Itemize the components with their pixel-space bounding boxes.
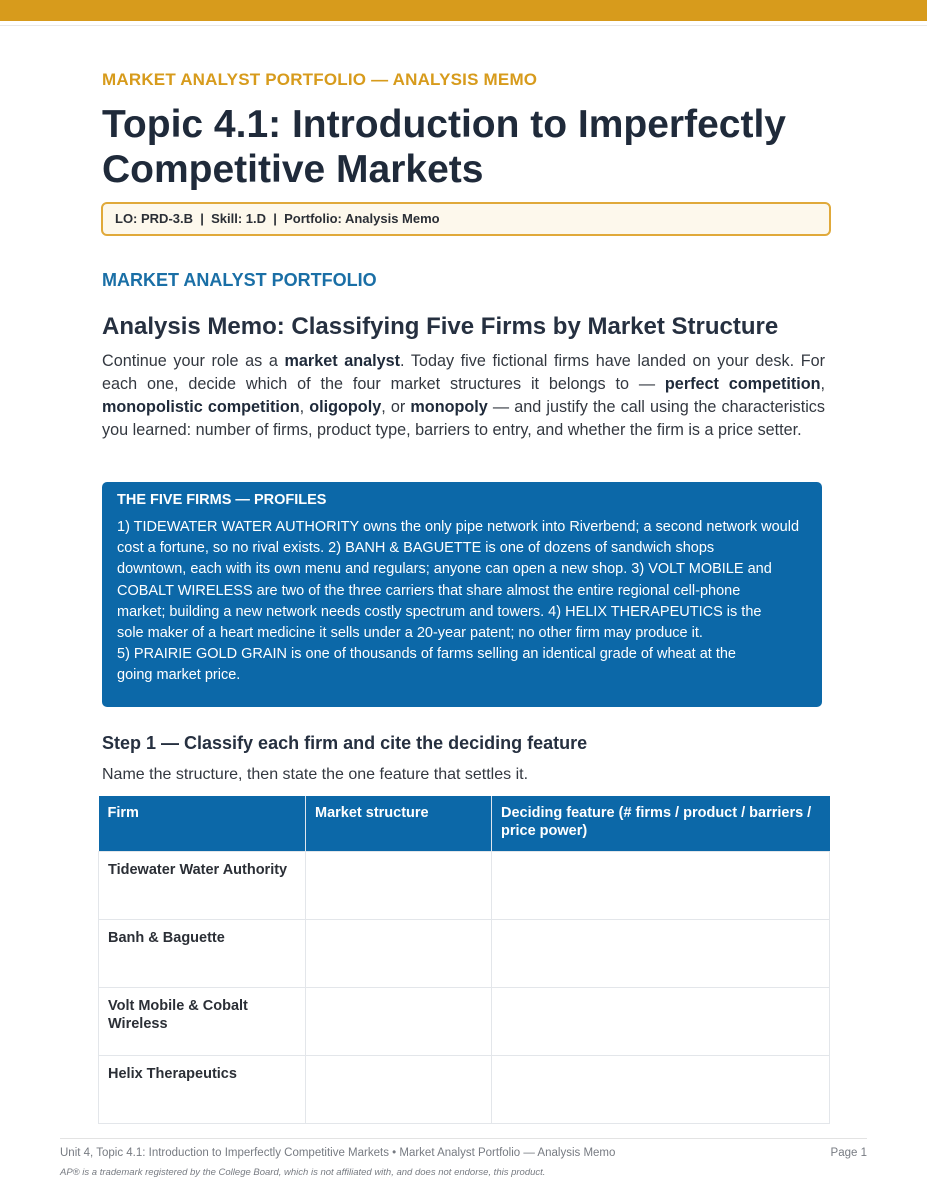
profiles-line: cost a fortune, so no rival exists. 2) BANH & BAGUETTE is one of dozens of sandwich shops — [117, 540, 715, 557]
table-row — [99, 919, 830, 987]
term-market-analyst: market analyst — [284, 352, 401, 370]
column-header-market-structure: Market structure — [306, 796, 492, 851]
firm-name-cell: Banh & Baguette — [99, 919, 306, 987]
market-structure-answer-cell[interactable] — [306, 1055, 492, 1123]
firm-name-cell: Volt Mobile & Cobalt Wireless — [99, 987, 306, 1055]
term-perfect-competition: perfect competition — [664, 375, 821, 393]
intro-paragraph: Continue your role as a market analyst. Today five fictional firms have landed on your desk. For each one, decide which of the four market structures it belongs to — perfect competition, monopolistic competition, oligopoly, or monopoly — and justify the call using the characteristics you learned: number of firms, product type, barriers to entry, and whether the firm is a price setter. — [102, 352, 825, 439]
profiles-title: THE FIVE FIRMS — PROFILES — [117, 492, 327, 508]
deciding-feature-answer-cell[interactable] — [492, 987, 830, 1055]
footer-text: Unit 4, Topic 4.1: Introduction to Imperfectly Competitive Markets • Market Analyst Portfolio — Analysis Memo — [60, 1147, 616, 1159]
table-row — [99, 851, 830, 919]
deciding-feature-answer-cell[interactable] — [492, 851, 830, 919]
firm-name-cell: Helix Therapeutics — [99, 1055, 306, 1123]
learning-objective-box: LO: PRD-3.B | Skill: 1.D | Portfolio: Analysis Memo — [101, 202, 831, 236]
eyebrow-label: MARKET ANALYST PORTFOLIO — ANALYSIS MEMO — [102, 70, 538, 89]
trademark-note: AP® is a trademark registered by the College Board, which is not affiliated with, and does not endorse, this product. — [60, 1167, 546, 1178]
profiles-line: 5) PRAIRIE GOLD GRAIN is one of thousands of farms selling an identical grade of wheat at the — [117, 646, 736, 663]
profiles-line: market; building a new network needs costly spectrum and towers. 4) HELIX THERAPEUTICS is the — [117, 603, 762, 620]
deciding-feature-answer-cell[interactable] — [492, 919, 830, 987]
column-header-firm: Firm — [99, 796, 306, 851]
page-title: Topic 4.1: Introduction to Imperfectly Competitive Markets — [102, 103, 786, 191]
table-row — [99, 987, 830, 1055]
memo-heading: Analysis Memo: Classifying Five Firms by Market Structure — [102, 313, 779, 340]
section-label: MARKET ANALYST PORTFOLIO — [102, 270, 377, 290]
firm-profiles-box — [102, 482, 822, 707]
deciding-feature-answer-cell[interactable] — [492, 1055, 830, 1123]
market-structure-answer-cell[interactable] — [306, 987, 492, 1055]
top-divider — [0, 25, 927, 26]
profiles-line: COBALT WIRELESS are two of the three carriers that share almost the entire regional cell-phone — [117, 582, 741, 599]
classification-table — [98, 796, 830, 1124]
step1-instructions: Name the structure, then state the one feature that settles it. — [102, 766, 529, 783]
profiles-line: sole maker of a heart medicine it sells under a 20-year patent; no other firm may produce it. — [117, 625, 703, 642]
top-accent-bar — [0, 0, 927, 21]
term-monopolistic-competition: monopolistic competition — [102, 398, 300, 416]
market-structure-answer-cell[interactable] — [306, 919, 492, 987]
firm-name-cell: Tidewater Water Authority — [99, 851, 306, 919]
footer-divider — [60, 1138, 867, 1139]
profiles-line: downtown, each with its own menu and regulars; anyone can open a new shop. 3) VOLT MOBILE and — [117, 561, 772, 578]
step1-heading: Step 1 — Classify each firm and cite the deciding feature — [102, 733, 588, 753]
term-monopoly: monopoly — [410, 398, 488, 416]
profiles-line: 1) TIDEWATER WATER AUTHORITY owns the only pipe network into Riverbend; a second network would — [117, 519, 800, 535]
term-oligopoly: oligopoly — [309, 398, 382, 416]
market-structure-answer-cell[interactable] — [306, 851, 492, 919]
page-number: Page 1 — [830, 1147, 867, 1159]
table-row — [99, 1055, 830, 1123]
table-header-row — [99, 796, 830, 851]
profiles-line: going market price. — [117, 667, 241, 684]
column-header-deciding-feature: Deciding feature (# firms / product / barriers / price power) — [492, 796, 830, 851]
